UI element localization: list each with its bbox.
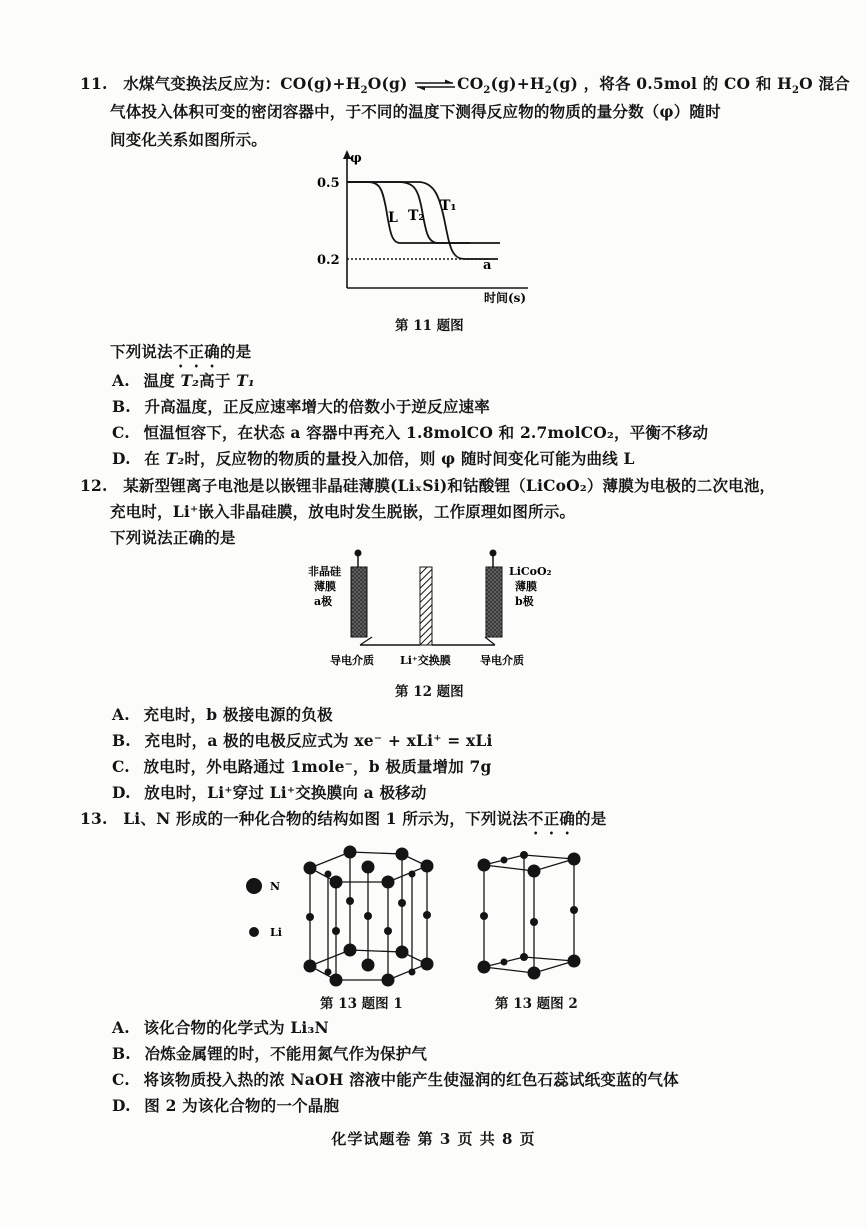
electrode-a-label-2: 薄膜 [314, 580, 336, 593]
legend-n-label: N [270, 880, 281, 893]
q12-option-d: D. 放电时，Li⁺穿过 Li⁺交换膜向 a 极移动 [112, 783, 427, 802]
label-conductive-right: 导电介质 [480, 654, 524, 667]
electrode-a-terminal-dot [355, 550, 362, 557]
electrode-b-terminal-dot [490, 550, 497, 557]
point-a-label: a [483, 258, 492, 273]
curve-t2-label: T₂ [408, 208, 425, 224]
q13-line-1: 13. Li、N 形成的一种化合物的结构如图 1 所示为，下列说法不正确的是 [80, 809, 607, 828]
legend-li-atom [249, 927, 259, 937]
q12-prompt: 下列说法正确的是 [110, 528, 236, 547]
q12-line-1: 12. 某新型锂离子电池是以嵌锂非晶硅薄膜(LiₓSi)和钴酸锂（LiCoO₂）薄膜为电极的二次电池， [80, 476, 776, 495]
q13-number: 13. [80, 809, 108, 828]
legend-li-label: Li [270, 926, 282, 939]
q13-option-c: C. 将该物质投入热的浓 NaOH 溶液中能产生使湿润的红色石蕊试纸变蓝的气体 [112, 1070, 679, 1089]
q12-caption: 第 12 题图 [395, 684, 464, 700]
page-footer: 化学试题卷 第 3 页 共 8 页 [331, 1130, 536, 1148]
q13-option-a: A. 该化合物的化学式为 Li₃N [112, 1018, 329, 1037]
electrode-b-label-3: b极 [515, 595, 534, 608]
q11-line-1: 11. 水煤气变换法反应为：$CO(g)+H_2O(g)$ $CO_2(g)+H_2(g)$ ，将各 0.5mol 的 CO 和 $H_2O$ 混合 [80, 74, 850, 97]
q11-line-2: 气体投入体积可变的密闭容器中，于不同的温度下测得反应物的物质的量分数（φ）随时 [110, 102, 721, 121]
y-tick-05: 0.5 [317, 176, 340, 191]
q11-option-a: A. 温度 T₂高于 T₁ [112, 371, 255, 390]
q11-line-3: 间变化关系如图所示。 [110, 130, 268, 149]
q12-line-2: 充电时，Li⁺嵌入非晶硅膜，放电时发生脱嵌，工作原理如图所示。 [110, 502, 576, 521]
q12-option-a: A. 充电时，b 极接电源的负极 [112, 705, 333, 724]
q11-caption: 第 11 题图 [395, 318, 464, 334]
q11-option-b: B. 升高温度，正反应速率增大的倍数小于逆反应速率 [112, 397, 490, 416]
q13-caption-2: 第 13 题图 2 [495, 996, 578, 1012]
electrode-a-label-1: 非晶硅 [308, 565, 341, 578]
q13-figure-2 [470, 845, 590, 985]
label-membrane: Li⁺交换膜 [400, 654, 451, 667]
electrode-b [486, 567, 502, 637]
electrode-b-label-1: LiCoO₂ [509, 565, 552, 578]
li-exchange-membrane [420, 567, 432, 645]
curve-t1-label: T₁ [440, 198, 457, 214]
q12-option-c: C. 放电时，外电路通过 1mole⁻，b 极质量增加 7g [112, 757, 492, 776]
pointer-right [485, 637, 495, 645]
x-axis-label: 时间(s) [484, 291, 527, 305]
q11-number: 11. [80, 74, 108, 93]
electrode-a-label-3: a极 [314, 595, 333, 608]
label-conductive-left: 导电介质 [330, 654, 374, 667]
q12-number: 12. [80, 476, 108, 495]
legend-n-atom [246, 878, 262, 894]
q12-battery-diagram [300, 545, 570, 675]
electrode-b-label-2: 薄膜 [515, 580, 537, 593]
curve-l-label: L [388, 210, 398, 226]
q13-option-d: D. 图 2 为该化合物的一个晶胞 [112, 1096, 340, 1115]
q11-chart [300, 148, 540, 308]
y-axis-label: φ [350, 151, 362, 166]
q11-option-d: D. 在 T₂时，反应物的物质的量投入加倍，则 φ 随时间变化可能为曲线 L [112, 449, 635, 468]
q13-figure-1 [292, 838, 442, 988]
q13-legend [238, 870, 298, 950]
q12-option-b: B. 充电时，a 极的电极反应式为 xe⁻ + xLi⁺ = xLi [112, 731, 493, 750]
pointer-left [360, 637, 372, 645]
electrode-a [351, 567, 367, 637]
equilibrium-arrow-icon [413, 78, 457, 92]
q11-option-c: C. 恒温恒容下，在状态 a 容器中再充入 1.8molCO 和 2.7molCO₂，平衡不移动 [112, 423, 709, 442]
q13-option-b: B. 冶炼金属锂的时，不能用氮气作为保护气 [112, 1044, 428, 1063]
q13-caption-1: 第 13 题图 1 [320, 996, 403, 1012]
q11-prompt: 下列说法不正确的是 [110, 342, 252, 361]
y-tick-02: 0.2 [317, 253, 340, 268]
